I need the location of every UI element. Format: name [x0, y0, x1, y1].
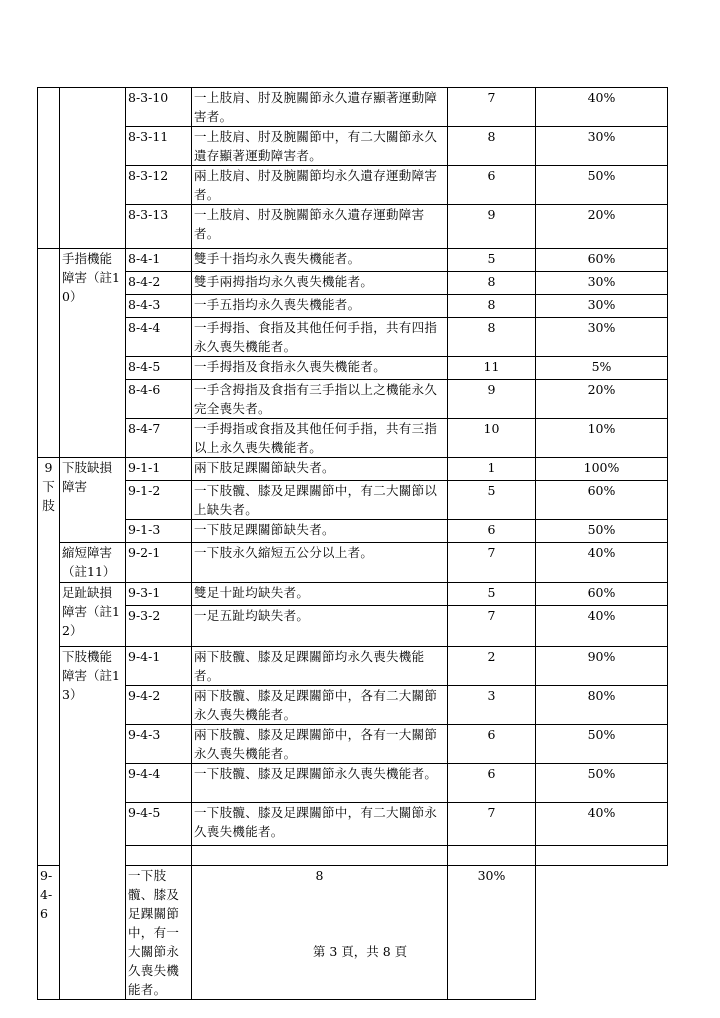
table-row: [38, 647, 668, 686]
row-desc: 一手拇指及食指永久喪失機能者。: [192, 357, 448, 380]
group-cell-upper-cont: [38, 249, 60, 458]
row-pct: 60%: [536, 481, 668, 520]
row-pct: 40%: [536, 88, 668, 127]
row-desc: 雙足十趾均缺失者。: [192, 583, 448, 606]
row-pct: 50%: [536, 520, 668, 543]
row-grade: 1: [448, 458, 536, 481]
row-code: 8-4-7: [126, 419, 192, 458]
row-desc: 一足五趾均缺失者。: [192, 606, 448, 647]
row-code: 8-3-13: [126, 205, 192, 249]
row-code: 8-4-1: [126, 249, 192, 272]
row-code: 9-1-2: [126, 481, 192, 520]
row-grade: 5: [448, 249, 536, 272]
table-row: [38, 318, 668, 357]
row-pct: 100%: [536, 458, 668, 481]
row-desc: 一下肢永久縮短五公分以上者。: [192, 543, 448, 583]
empty-cell: [126, 846, 192, 866]
row-pct: 40%: [536, 803, 668, 846]
row-pct: 30%: [536, 272, 668, 295]
empty-cell: [448, 846, 536, 866]
disability-table: [37, 87, 668, 1000]
row-desc: 一下肢髖、膝及足踝關節中，有二大關節永久喪失機能者。: [192, 803, 448, 846]
table-row: [38, 419, 668, 458]
table-row: [38, 481, 668, 520]
row-code: 8-4-2: [126, 272, 192, 295]
row-grade: 8: [448, 295, 536, 318]
row-desc: 兩上肢肩、肘及腕關節均永久遺存運動障害者。: [192, 166, 448, 205]
row-pct: 50%: [536, 725, 668, 764]
row-grade: 6: [448, 725, 536, 764]
row-pct: 40%: [536, 543, 668, 583]
row-pct: 30%: [536, 318, 668, 357]
row-code: 9-4-4: [126, 764, 192, 803]
row-grade: 8: [448, 272, 536, 295]
row-desc: 雙手十指均永久喪失機能者。: [192, 249, 448, 272]
table-row: [38, 88, 668, 127]
table-row: [38, 458, 668, 481]
page-number: 第 3 頁，共 8 頁: [312, 944, 408, 959]
row-pct: 30%: [536, 127, 668, 166]
row-grade: 8: [448, 318, 536, 357]
row-code: 9-1-1: [126, 458, 192, 481]
table-row: [38, 205, 668, 249]
table-row: [38, 357, 668, 380]
row-grade: 10: [448, 419, 536, 458]
row-grade: 2: [448, 647, 536, 686]
subgroup-lower-limb-function: 下肢機能障害（註13）: [60, 647, 126, 1000]
table-row: [38, 803, 668, 846]
row-grade: 6: [448, 166, 536, 205]
row-pct: 40%: [536, 606, 668, 647]
subgroup-cell-upper-joint: [60, 88, 126, 249]
row-pct: 5%: [536, 357, 668, 380]
row-pct: 30%: [448, 866, 536, 1000]
row-grade: 11: [448, 357, 536, 380]
row-grade: 8: [192, 866, 448, 1000]
row-code: 9-4-3: [126, 725, 192, 764]
row-desc: 一手含拇指及食指有三手指以上之機能永久完全喪失者。: [192, 380, 448, 419]
table-row: [38, 583, 668, 606]
table-row: [38, 543, 668, 583]
row-code: 9-1-3: [126, 520, 192, 543]
table-row: [38, 866, 668, 1000]
row-grade: 3: [448, 686, 536, 725]
row-desc: 兩下肢髖、膝及足踝關節中，各有二大關節永久喪失機能者。: [192, 686, 448, 725]
row-code: 9-2-1: [126, 543, 192, 583]
row-code: 8-4-5: [126, 357, 192, 380]
subgroup-toe-missing: 足趾缺損障害（註12）: [60, 583, 126, 647]
table-row: [38, 764, 668, 803]
row-pct: 60%: [536, 583, 668, 606]
row-code: 8-4-4: [126, 318, 192, 357]
row-grade: 7: [448, 88, 536, 127]
table-row: [38, 520, 668, 543]
row-desc: 一上肢肩、肘及腕關節永久遺存顯著運動障害者。: [192, 88, 448, 127]
row-code: 8-4-3: [126, 295, 192, 318]
row-pct: 50%: [536, 764, 668, 803]
subgroup-shortening: 縮短障害（註11）: [60, 543, 126, 583]
row-pct: 10%: [536, 419, 668, 458]
subgroup-finger-function: 手指機能障害（註10）: [60, 249, 126, 458]
row-code: 8-3-10: [126, 88, 192, 127]
table-row: [38, 686, 668, 725]
row-grade: 9: [448, 380, 536, 419]
table-row: [38, 725, 668, 764]
row-pct: 80%: [536, 686, 668, 725]
subgroup-lower-limb-missing: 下肢缺損障害: [60, 458, 126, 543]
row-desc: 雙手兩拇指均永久喪失機能者。: [192, 272, 448, 295]
row-grade: 5: [448, 481, 536, 520]
group-cell-lower-limb: 9 下 肢: [38, 458, 60, 866]
empty-cell: [192, 846, 448, 866]
row-code: 9-4-6: [38, 866, 60, 1000]
row-desc: 一上肢肩、肘及腕關節中，有二大關節永久遺存顯著運動障害者。: [192, 127, 448, 166]
row-code: 9-3-1: [126, 583, 192, 606]
row-grade: 7: [448, 606, 536, 647]
row-code: 9-4-1: [126, 647, 192, 686]
table-row: [38, 272, 668, 295]
row-pct: 30%: [536, 295, 668, 318]
row-desc: 兩下肢髖、膝及足踝關節中，各有一大關節永久喪失機能者。: [192, 725, 448, 764]
row-grade: 5: [448, 583, 536, 606]
row-desc: 一下肢髖、膝及足踝關節中，有二大關節以上缺失者。: [192, 481, 448, 520]
row-grade: 7: [448, 543, 536, 583]
row-pct: 60%: [536, 249, 668, 272]
row-code: 9-4-5: [126, 803, 192, 846]
row-desc: 一手拇指或食指及其他任何手指，共有三指以上永久喪失機能者。: [192, 419, 448, 458]
row-code: 8-3-12: [126, 166, 192, 205]
group-cell-upper: [38, 88, 60, 249]
table-row-empty: [38, 846, 668, 866]
row-desc: 兩下肢髖、膝及足踝關節均永久喪失機能者。: [192, 647, 448, 686]
table-row: [38, 249, 668, 272]
table-row: [38, 380, 668, 419]
table-row: [38, 127, 668, 166]
row-pct: 20%: [536, 380, 668, 419]
row-grade: 8: [448, 127, 536, 166]
row-desc: 一手拇指、食指及其他任何手指，共有四指永久喪失機能者。: [192, 318, 448, 357]
row-code: 9-3-2: [126, 606, 192, 647]
table-row: [38, 295, 668, 318]
table-row: [38, 606, 668, 647]
row-desc: 一下肢髖、膝及足踝關節永久喪失機能者。: [192, 764, 448, 803]
row-pct: 20%: [536, 205, 668, 249]
row-pct: 50%: [536, 166, 668, 205]
row-grade: 6: [448, 764, 536, 803]
row-desc: 一下肢髖、膝及足踝關節中，有一大關節永久喪失機能者。: [126, 866, 192, 1000]
empty-cell: [536, 846, 668, 866]
table-row: [38, 166, 668, 205]
row-grade: 7: [448, 803, 536, 846]
row-grade: 9: [448, 205, 536, 249]
row-desc: 一上肢肩、肘及腕關節永久遺存運動障害者。: [192, 205, 448, 249]
row-grade: 6: [448, 520, 536, 543]
row-desc: 一手五指均永久喪失機能者。: [192, 295, 448, 318]
row-code: 9-4-2: [126, 686, 192, 725]
row-desc: 一下肢足踝關節缺失者。: [192, 520, 448, 543]
row-desc: 兩下肢足踝關節缺失者。: [192, 458, 448, 481]
row-code: 8-3-11: [126, 127, 192, 166]
row-pct: 90%: [536, 647, 668, 686]
row-code: 8-4-6: [126, 380, 192, 419]
